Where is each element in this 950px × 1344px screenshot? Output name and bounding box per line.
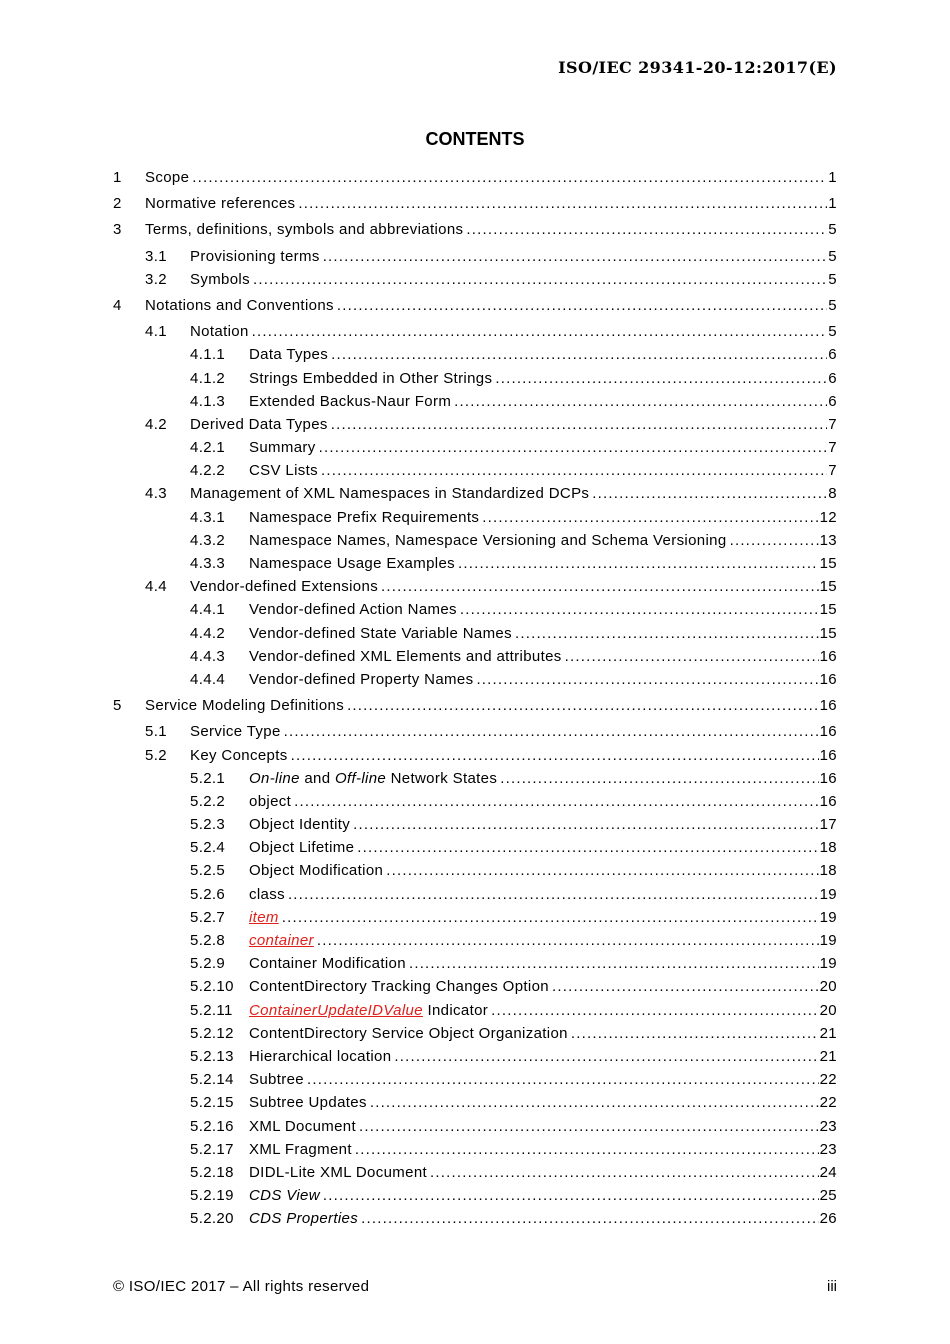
toc-entry-page: 17	[819, 816, 837, 834]
toc-entry[interactable]	[113, 1138, 837, 1161]
toc-entry-page: 23	[819, 1140, 837, 1158]
dot-leader	[381, 575, 819, 598]
toc-entry-page: 16	[819, 723, 837, 741]
toc-entry[interactable]	[113, 790, 837, 813]
toc-title-part: On-line	[249, 769, 300, 787]
toc-entry-title: Service Modeling Definitions	[145, 697, 345, 715]
dot-leader	[394, 1045, 818, 1068]
dot-leader	[466, 218, 827, 241]
toc-entry-title: Summary	[249, 439, 316, 457]
toc-entry-number: 4.4.3	[190, 647, 226, 665]
toc-entry-title	[249, 767, 497, 790]
toc-entry-title: Scope	[145, 169, 190, 186]
toc-entry-number: 5.2.7	[190, 908, 226, 926]
footer-copyright: © ISO/IEC 2017 – All rights reserved	[113, 1278, 370, 1295]
toc-entry-number: 5.2.13	[190, 1047, 234, 1065]
toc-entry-title: Namespace Names, Namespace Versioning and Schema Versioning	[249, 531, 727, 549]
toc-entry-page: 6	[828, 346, 837, 364]
toc-entry-number: 5.2.20	[190, 1210, 234, 1228]
toc-entry-number: 1	[113, 169, 122, 186]
toc-entry[interactable]	[113, 622, 837, 645]
toc-entry-title: Service Type	[190, 723, 281, 741]
toc-entry[interactable]	[113, 268, 837, 291]
toc-entry-title	[249, 1184, 320, 1207]
toc-entry-page: 24	[819, 1163, 837, 1181]
toc-entry[interactable]	[113, 506, 837, 529]
toc-entry-number: 3.2	[145, 270, 167, 288]
toc-entry[interactable]	[113, 1161, 837, 1184]
dot-leader	[298, 192, 827, 215]
dot-leader	[353, 813, 818, 836]
toc-entry-number: 4.3.1	[190, 508, 226, 526]
toc-entry-page: 16	[819, 746, 837, 764]
toc-entry-page: 19	[819, 885, 837, 903]
toc-entry-title: CSV Lists	[249, 462, 319, 480]
toc-entry-page: 15	[819, 601, 837, 619]
dot-leader	[592, 482, 827, 505]
cross-reference-link[interactable]: container	[249, 932, 314, 949]
toc-entry-number: 4.3	[145, 485, 167, 503]
toc-entry-number: 4.1.3	[190, 392, 226, 410]
toc-entry-page: 1	[828, 195, 837, 213]
toc-entry-page: 23	[819, 1117, 837, 1135]
toc-entry[interactable]	[113, 166, 837, 189]
cross-reference-link[interactable]: ContainerUpdateIDValue	[249, 1001, 423, 1019]
toc-entry-number: 4.4.4	[190, 670, 226, 688]
dot-leader	[323, 245, 828, 268]
dot-leader	[495, 367, 827, 390]
dot-leader	[253, 268, 827, 291]
toc-entry[interactable]	[113, 1022, 837, 1045]
toc-entry[interactable]	[113, 413, 837, 436]
toc-entry[interactable]	[113, 744, 837, 767]
toc-entry-title: Vendor-defined Action Names	[249, 601, 457, 619]
toc-entry-page: 21	[819, 1024, 837, 1042]
toc-entry[interactable]	[113, 1207, 837, 1230]
toc-entry-page: 16	[819, 769, 837, 787]
toc-entry-title: Hierarchical location	[249, 1047, 392, 1065]
toc-entry-page: 1	[828, 169, 837, 186]
toc-entry[interactable]	[113, 390, 837, 413]
toc-title-part: Network States	[386, 769, 498, 787]
dot-leader	[552, 975, 819, 998]
toc-entry[interactable]	[113, 367, 837, 390]
dot-leader	[458, 552, 819, 575]
toc-entry[interactable]	[113, 1115, 837, 1138]
dot-leader	[291, 744, 819, 767]
toc-entry-title: Vendor-defined State Variable Names	[249, 624, 512, 642]
toc-entry-page: 12	[819, 508, 837, 526]
toc-entry-number: 5.2.3	[190, 816, 226, 834]
toc-entry[interactable]	[113, 836, 837, 859]
toc-entry-page: 15	[819, 578, 837, 596]
dot-leader	[515, 622, 819, 645]
dot-leader	[252, 320, 828, 343]
toc-entry-title: XML Document	[249, 1117, 357, 1135]
toc-entry-title: object	[249, 792, 292, 810]
toc-entry[interactable]	[113, 320, 837, 343]
toc-entry-page: 6	[828, 369, 837, 387]
toc-entry-number: 5.2.2	[190, 792, 226, 810]
toc-entry[interactable]	[113, 1091, 837, 1114]
toc-entry-number: 5.2.19	[190, 1187, 234, 1205]
toc-entry[interactable]	[113, 720, 837, 743]
toc-entry-title: XML Fragment	[249, 1140, 352, 1158]
toc-entry-number: 4	[113, 296, 122, 314]
toc-entry-title: ContentDirectory Tracking Changes Option	[249, 978, 549, 996]
toc-entry-number: 3.1	[145, 247, 167, 265]
toc-entry-title: Key Concepts	[190, 746, 288, 764]
dot-leader	[282, 906, 819, 929]
toc-entry-title: Data Types	[249, 346, 329, 364]
toc-entry[interactable]	[113, 294, 837, 317]
toc-entry-title: Derived Data Types	[190, 415, 328, 433]
toc-entry-number: 5.2.11	[190, 1001, 233, 1019]
toc-entry-title: Namespace Prefix Requirements	[249, 508, 480, 526]
dot-leader	[321, 459, 827, 482]
toc-entry-title: Subtree	[249, 1071, 304, 1089]
dot-leader	[454, 390, 827, 413]
dot-leader	[331, 413, 828, 436]
toc-entry-page: 7	[828, 439, 837, 457]
toc-entry-number: 2	[113, 195, 122, 213]
toc-entry[interactable]	[113, 482, 837, 505]
toc-entry-number: 5.2.5	[190, 862, 226, 880]
toc-entry-number: 4.3.2	[190, 531, 226, 549]
dot-leader	[386, 859, 818, 882]
toc-entry-title: Provisioning terms	[190, 247, 320, 265]
toc-title-part: Off-line	[334, 769, 387, 787]
toc-entry-page: 25	[819, 1187, 837, 1205]
toc-title-part: Indicator	[422, 1001, 489, 1019]
toc-entry-page: 5	[828, 247, 837, 265]
toc-entry-number: 5.2.14	[190, 1071, 234, 1089]
toc-entry-number: 3	[113, 221, 122, 239]
dot-leader	[565, 645, 819, 668]
toc-entry-number: 4.2	[145, 415, 167, 433]
dot-leader	[288, 883, 819, 906]
dot-leader	[347, 694, 819, 717]
toc-entry-page: 8	[828, 485, 837, 503]
toc-entry-title: Vendor-defined Extensions	[190, 578, 379, 596]
toc-entry[interactable]	[113, 645, 837, 668]
toc-entry-page: 6	[828, 392, 837, 410]
toc-entry-title	[249, 929, 314, 952]
toc-entry-title: Container Modification	[249, 955, 406, 973]
dot-leader	[359, 1115, 819, 1138]
dot-leader	[357, 836, 818, 859]
toc-entry-number: 5.2	[145, 746, 167, 764]
toc-entry[interactable]	[113, 1068, 837, 1091]
toc-entry-number: 4.4.1	[190, 601, 226, 619]
toc-entry[interactable]	[113, 552, 837, 575]
toc-entry[interactable]	[113, 694, 837, 717]
toc-entry-page: 5	[828, 323, 837, 341]
toc-title-part: CDS Properties	[249, 1210, 359, 1228]
toc-entry-title	[249, 999, 488, 1022]
toc-entry[interactable]	[113, 459, 837, 482]
toc-entry-title: Symbols	[190, 270, 250, 288]
toc-entry-title: Terms, definitions, symbols and abbreviations	[145, 221, 464, 239]
toc-entry-number: 5.2.10	[190, 978, 234, 996]
toc-title-part: CDS View	[249, 1187, 320, 1205]
dot-leader	[192, 166, 827, 189]
toc-entry-page: 7	[828, 462, 837, 480]
toc-entry[interactable]	[113, 575, 837, 598]
toc-entry-number: 5	[113, 697, 122, 715]
dot-leader	[476, 668, 818, 691]
toc-entry-page: 20	[819, 978, 837, 996]
dot-leader	[500, 767, 818, 790]
dot-leader	[294, 790, 818, 813]
footer-page-number: iii	[827, 1278, 837, 1295]
toc-entry-number: 4.4.2	[190, 624, 226, 642]
toc-entry[interactable]	[113, 1184, 837, 1207]
toc-entry[interactable]	[113, 883, 837, 906]
toc-entry-title: Normative references	[145, 195, 296, 213]
dot-leader	[337, 294, 827, 317]
dot-leader	[491, 999, 818, 1022]
toc-entry-title: Vendor-defined Property Names	[249, 670, 474, 688]
toc-entry-title: class	[249, 885, 285, 903]
dot-leader	[355, 1138, 819, 1161]
toc-entry-page: 20	[819, 1001, 837, 1019]
toc-entry-number: 4.3.3	[190, 555, 226, 572]
toc-entry-number: 4.1.2	[190, 369, 226, 387]
toc-entry-number: 5.2.15	[190, 1094, 234, 1112]
toc-entry-number: 5.1	[145, 723, 167, 741]
dot-leader	[323, 1184, 819, 1207]
dot-leader	[361, 1207, 819, 1230]
toc-entry[interactable]	[113, 245, 837, 268]
toc-entry-title: Object Identity	[249, 816, 351, 834]
toc-entry-title: DIDL-Lite XML Document	[249, 1163, 428, 1181]
toc-entry-page: 16	[819, 792, 837, 810]
toc-entry-title: ContentDirectory Service Object Organization	[249, 1024, 568, 1042]
toc-entry[interactable]	[113, 668, 837, 691]
toc-entry-page: 16	[819, 670, 837, 688]
toc-entry-page: 5	[828, 270, 837, 288]
table-of-contents	[113, 166, 837, 1230]
dot-leader	[370, 1091, 819, 1114]
toc-entry-number: 4.1.1	[190, 346, 226, 364]
dot-leader	[482, 506, 818, 529]
toc-entry[interactable]	[113, 767, 837, 790]
toc-entry-page: 18	[819, 862, 837, 880]
toc-entry-title: Notation	[190, 323, 249, 341]
contents-title: CONTENTS	[425, 129, 525, 149]
dot-leader	[317, 929, 819, 952]
dot-leader	[319, 436, 828, 459]
dot-leader	[571, 1022, 819, 1045]
toc-entry-title: Object Lifetime	[249, 839, 355, 857]
dot-leader	[409, 952, 819, 975]
dot-leader	[430, 1161, 819, 1184]
toc-entry-number: 5.2.16	[190, 1117, 234, 1135]
toc-entry[interactable]	[113, 1045, 837, 1068]
toc-entry[interactable]	[113, 218, 837, 241]
toc-entry-number: 5.2.9	[190, 955, 226, 973]
toc-entry-title: Notations and Conventions	[145, 296, 334, 314]
toc-entry-number: 4.2.1	[190, 439, 226, 457]
toc-entry-number: 5.2.17	[190, 1140, 234, 1158]
toc-entry-title: Vendor-defined XML Elements and attributes	[249, 647, 562, 665]
toc-entry-page: 19	[819, 908, 837, 926]
toc-entry[interactable]	[113, 929, 837, 952]
toc-entry[interactable]	[113, 952, 837, 975]
toc-entry-number: 4.4	[145, 578, 167, 596]
toc-entry-page: 19	[819, 932, 837, 949]
toc-title-part: and	[299, 769, 335, 787]
toc-entry-page: 18	[819, 839, 837, 857]
toc-entry-title: Subtree Updates	[249, 1094, 367, 1112]
toc-entry-title: Extended Backus-Naur Form	[249, 392, 452, 410]
toc-entry-page: 5	[828, 221, 837, 239]
dot-leader	[460, 598, 819, 621]
toc-entry-title: Namespace Usage Examples	[249, 555, 455, 572]
toc-entry[interactable]	[113, 813, 837, 836]
dot-leader	[284, 720, 819, 743]
toc-entry-page: 15	[819, 624, 837, 642]
dot-leader	[331, 343, 827, 366]
toc-entry[interactable]	[113, 906, 837, 929]
toc-entry[interactable]	[113, 436, 837, 459]
toc-entry-page: 21	[819, 1047, 837, 1065]
toc-entry-page: 19	[819, 955, 837, 973]
cross-reference-link[interactable]: item	[249, 908, 279, 926]
toc-entry-number: 5.2.12	[190, 1024, 234, 1042]
toc-entry-number: 5.2.6	[190, 885, 226, 903]
toc-entry[interactable]	[113, 975, 837, 998]
toc-entry-title	[249, 1207, 358, 1230]
toc-entry-number: 4.2.2	[190, 462, 226, 480]
toc-entry-title: Strings Embedded in Other Strings	[249, 369, 493, 387]
toc-entry-page: 15	[819, 555, 837, 572]
toc-entry-number: 5.2.1	[190, 769, 226, 787]
toc-entry-page: 16	[819, 647, 837, 665]
dot-leader	[307, 1068, 819, 1091]
toc-entry-title: Management of XML Namespaces in Standardized DCPs	[190, 485, 590, 503]
toc-entry-page: 7	[828, 415, 837, 433]
toc-entry-page: 22	[819, 1094, 837, 1112]
toc-entry[interactable]	[113, 859, 837, 882]
toc-entry-page: 16	[819, 697, 837, 715]
toc-entry-page: 22	[819, 1071, 837, 1089]
toc-entry[interactable]	[113, 343, 837, 366]
toc-entry-page: 13	[819, 531, 837, 549]
document-id: ISO/IEC 29341-20-12:2017(E)	[558, 58, 837, 77]
toc-entry[interactable]	[113, 192, 837, 215]
toc-entry-page: 5	[828, 296, 837, 314]
toc-entry[interactable]	[113, 529, 837, 552]
toc-entry-page: 26	[819, 1210, 837, 1228]
toc-entry-title: Object Modification	[249, 862, 384, 880]
toc-entry-number: 5.2.18	[190, 1163, 234, 1181]
toc-entry-number: 5.2.8	[190, 932, 226, 949]
toc-entry-number: 4.1	[145, 323, 167, 341]
toc-entry-title	[249, 906, 279, 929]
toc-entry[interactable]	[113, 598, 837, 621]
toc-entry-number: 5.2.4	[190, 839, 226, 857]
dot-leader	[730, 529, 819, 552]
toc-entry[interactable]	[113, 999, 837, 1022]
